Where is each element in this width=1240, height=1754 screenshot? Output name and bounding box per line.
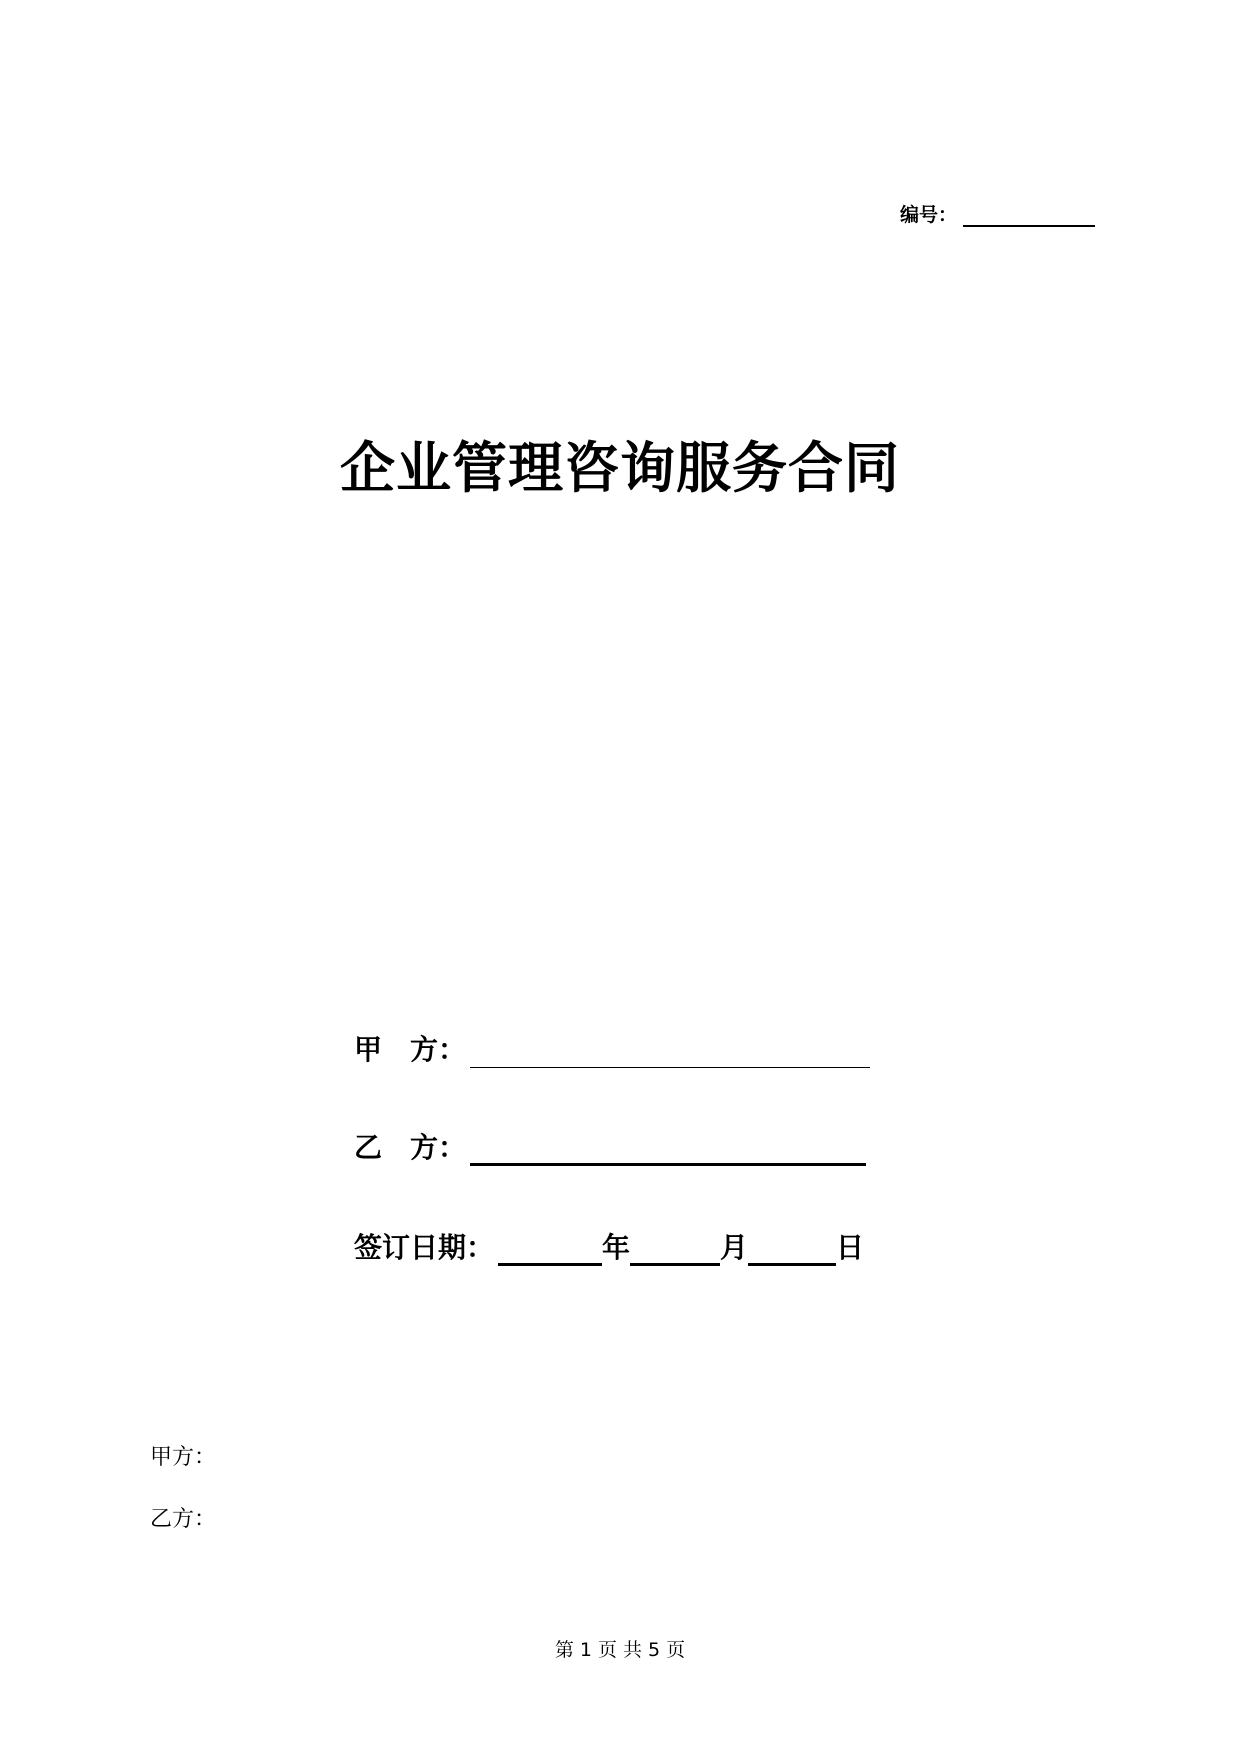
- document-title: 企业管理咨询服务合同: [339, 436, 900, 500]
- sign-date-year-blank: [498, 1233, 602, 1266]
- cover-party-a: [354, 1028, 870, 1068]
- sign-date-label: 签订日期：: [354, 1231, 495, 1264]
- serial-number-label: 编号：: [900, 204, 958, 226]
- cover-party-a-label: 甲 方：: [354, 1033, 467, 1066]
- cover-party-b-blank: [470, 1133, 866, 1166]
- serial-number-field: [900, 200, 1095, 227]
- sign-date-day-blank: [748, 1233, 836, 1266]
- cover-sign-date: [354, 1226, 864, 1266]
- body-party-b: 乙方：: [150, 1507, 217, 1532]
- sign-date-month-blank: [630, 1233, 720, 1266]
- page-footer: 第 1 页 共 5 页: [554, 1639, 686, 1661]
- serial-number-blank: [963, 205, 1095, 227]
- sign-date-day-label: 日: [836, 1231, 865, 1264]
- cover-party-a-blank: [470, 1037, 870, 1068]
- sign-date-year-label: 年: [602, 1231, 631, 1264]
- sign-date-month-label: 月: [720, 1231, 749, 1264]
- cover-party-b-label: 乙 方：: [354, 1131, 467, 1164]
- cover-party-b: [354, 1126, 866, 1166]
- body-party-a: 甲方：: [150, 1445, 217, 1470]
